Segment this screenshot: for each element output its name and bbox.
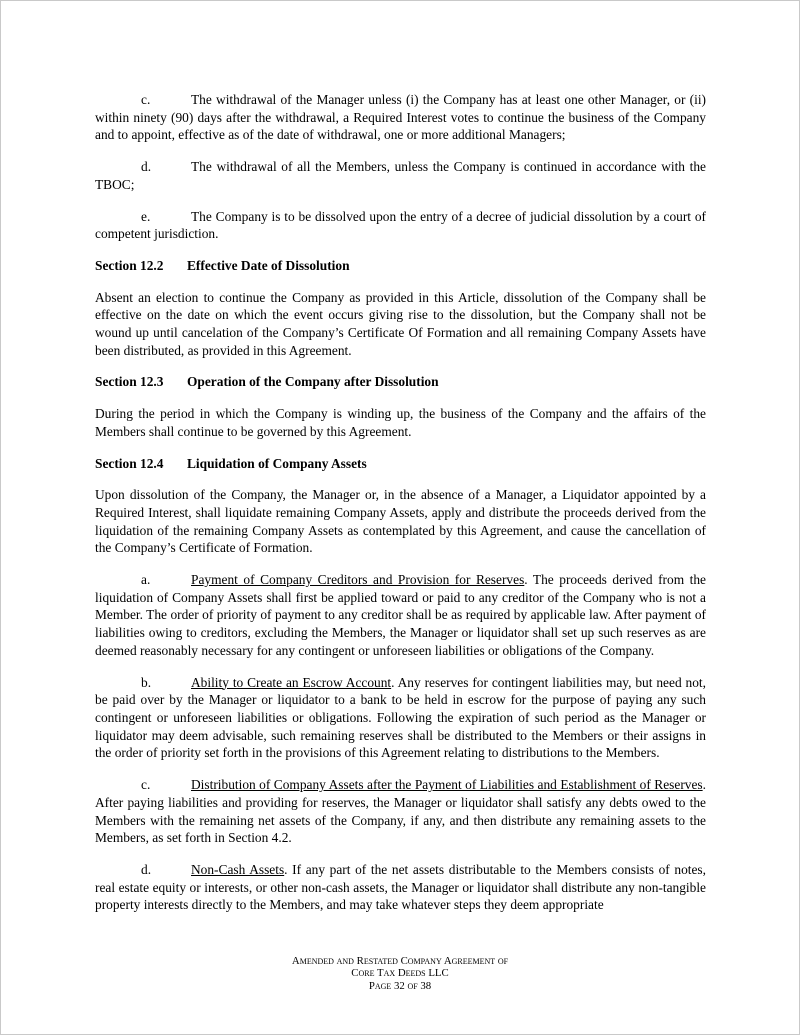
footer-page-number: Page 32 of 38 <box>368 979 432 992</box>
item-label: a. <box>141 572 151 588</box>
page-footer <box>1 955 799 993</box>
footer-agreement-title: Amended and Restated Company Agreement of <box>291 954 509 967</box>
section-number: Section 12.3 <box>95 374 164 390</box>
list-item-c <box>95 91 706 144</box>
list-item-b-liquidation <box>95 674 706 763</box>
item-title-underlined: Non-Cash Assets <box>191 861 285 877</box>
list-item-a-liquidation <box>95 571 706 660</box>
list-item-d <box>95 158 706 193</box>
section-number: Section 12.4 <box>95 455 164 471</box>
section-title: Effective Date of Dissolution <box>187 257 350 273</box>
item-text: . The proceeds derived from the liquidation of Company Assets shall first be applied toward or paid to any creditor of the Company who is not a Member. The order of priority of payment to any creditor shall be as required by applicable law. After payment of liabilities owing to creditors, excluding the Members, the Manager or liquidator shall set up such reserves as are deemed reasonably necessary for any contingent or unforeseen liabilities or obligations of the Company. <box>95 572 706 658</box>
list-item-c-liquidation <box>95 776 706 847</box>
item-text: The Company is to be dissolved upon the entry of a decree of judicial dissolution by a court of competent jurisdiction. <box>95 208 706 242</box>
item-label: e. <box>141 208 151 224</box>
section-number: Section 12.2 <box>95 257 164 273</box>
footer-company-name: Core Tax Deeds LLC <box>351 967 449 979</box>
item-label: c. <box>141 777 151 793</box>
item-label: d. <box>141 861 152 877</box>
item-text: . After paying liabilities and providing for reserves, the Manager or liquidator shall satisfy any debts owed to the Members with the remaining net assets of the Company, if any, and then distribute any remaining assets to the Members, as set forth in Section 4.2. <box>95 777 706 846</box>
item-text: The withdrawal of all the Members, unless the Company is continued in accordance with the TBOC; <box>95 159 706 192</box>
item-text: . Any reserves for contingent liabilities may, but need not, be paid over by the Manager or liquidator to a bank to be held in escrow for the purpose of paying any such contingent or unforeseen liabilities or obligations. Following the expiration of such period as the Manager or liquidator may deem advisable, such remaining reserves shall be distributed to the Members or their assigns in the order of priority set forth in the provisions of this Agreement relating to distributions to the Members. <box>95 674 706 761</box>
list-item-d-liquidation <box>95 861 706 914</box>
item-title-underlined: Ability to Create an Escrow Account <box>191 674 392 690</box>
paragraph-12-3: During the period in which the Company is winding up, the business of the Company and the affairs of the Members shall continue to be governed by this Agreement. <box>95 406 706 439</box>
item-title-underlined: Distribution of Company Assets after the Payment of Liabilities and Establishment of Reserves <box>191 777 703 793</box>
item-label: c. <box>141 92 151 107</box>
section-heading-12-4 <box>95 455 706 473</box>
item-text: The withdrawal of the Manager unless (i) the Company has at least one other Manager, or (ii) within ninety (90) days after the withdrawal, a Required Interest votes to continue the business of the Company and to appoint, effective as of the date of withdrawal, one or more additional Managers; <box>95 92 706 143</box>
paragraph-12-2: Absent an election to continue the Company as provided in this Article, dissolution of the Company shall be effective on the date on which the event occurs giving rise to the dissolution, but the Company shall not be wound up until cancelation of the Company’s Certificate Of Formation and all remaining Company Assets have been distributed, as provided in this Agreement. <box>95 289 706 358</box>
section-heading-12-3 <box>95 373 706 391</box>
item-title-underlined: Payment of Company Creditors and Provision for Reserves <box>191 572 525 588</box>
item-label: d. <box>141 159 152 175</box>
paragraph-12-4: Upon dissolution of the Company, the Manager or, in the absence of a Manager, a Liquidator appointed by a Required Interest, shall liquidate remaining Company Assets, apply and distribute the proceeds derived from the liquidation of the remaining Company Assets as contemplated by this Agreement, and cause the cancellation of the Company’s Certificate of Formation. <box>95 487 706 556</box>
item-text: . If any part of the net assets distributable to the Members consists of notes, real estate equity or interests, or other non-cash assets, the Manager or liquidator shall distribute any non-tangible property interests directly to the Members, and may take whatever steps they deem appropriate <box>95 861 706 913</box>
item-label: b. <box>141 674 152 690</box>
section-heading-12-2 <box>95 257 706 275</box>
section-title: Operation of the Company after Dissolution <box>187 374 439 390</box>
list-item-e <box>95 208 706 243</box>
section-title: Liquidation of Company Assets <box>187 455 367 471</box>
